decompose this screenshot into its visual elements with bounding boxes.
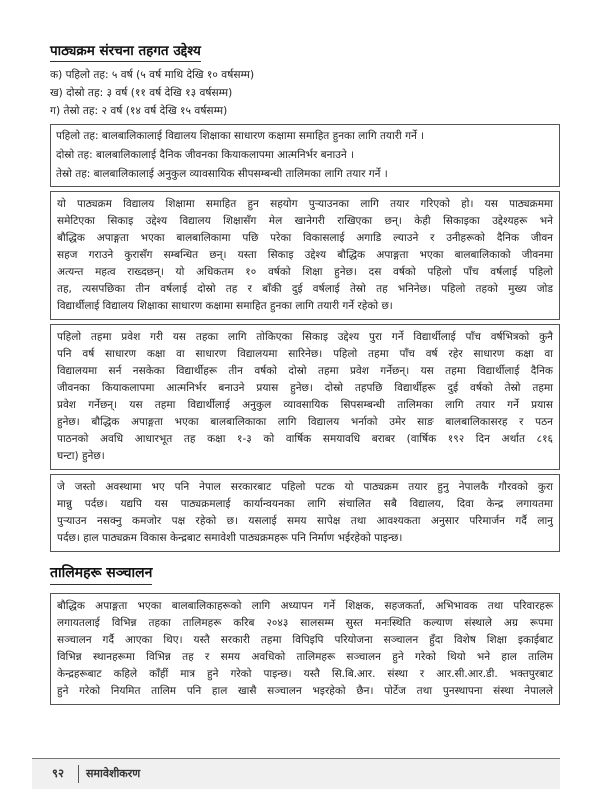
paragraph-line: हुनेछ। बौद्धिक अपाङ्गता भएका बालबालिकाका लागि विद्यालय भर्नाको उमेर साङ बालबालिकासरह र पठन — [57, 416, 553, 428]
paragraph-box-1 — [50, 191, 560, 320]
paragraph-box-4 — [50, 593, 560, 705]
paragraph-line: सहज गराउने कुरासँग सम्बन्धित छन्। यस्ता सिकाइ उद्देश्य बौद्धिक अपाङ्गता भएका बालबालिकाको जीवनमा — [57, 249, 553, 261]
paragraph-line: घन्टा) हुनेछ। — [57, 450, 105, 462]
level-item: ख) दोस्रो तह: ३ वर्ष (११ वर्ष देखि १३ वर्षसम्म) — [50, 87, 233, 99]
paragraph-line: लगायतलाई विभिन्न तहका तालिमहरू करिब २०४३ सालसम्म सुस्त मनःस्थिति कल्याण संस्थाले अग्र रूपमा — [57, 617, 553, 629]
running-title: समावेशीकरण — [86, 767, 141, 780]
page-body — [50, 40, 560, 709]
paragraph-line: पुऱ्याउन नसक्नु कमजोर पक्ष रहेको छ। यसलाई समय सापेक्ष तथा आवश्यकता अनुसार परिमार्जन गर्दै लानु — [57, 515, 553, 527]
stage-goal: दोस्रो तह: बालबालिकालाई दैनिक जीवनका कियाकलापमा आत्मनिर्भर बनाउने । — [56, 149, 355, 161]
paragraph-line: तह, त्यसपछिका तीन वर्षलाई दोस्रो तह र बाँकी दुई वर्षलाई तेस्रो तह भनिनेछ। पहिलो तहको मुख्य जोड — [57, 283, 553, 295]
paragraph-line: बौद्धिक अपाङ्गता भएका बालबालिकामा पछि परेका विकासलाई अगाडि ल्याउने र उनीहरूको दैनिक जीवन — [57, 232, 553, 244]
footer-divider — [78, 765, 79, 783]
page-footer — [32, 758, 560, 789]
paragraph-line: पनि वर्ष साधारण कक्षा वा साधारण विद्यालयमा सारिनेछ। पहिलो तहमा पाँच वर्ष रहेर साधारण कक्षा वा — [57, 348, 553, 360]
level-list — [50, 66, 560, 120]
paragraph-line: पहिलो तहमा प्रवेश गरी यस तहका लागि तोकिएका सिकाइ उद्देश्य पुरा गर्ने विद्यार्थीलाई पाँच वर्षभित्रको कुनै — [57, 331, 553, 343]
page-number: ९२ — [52, 766, 64, 780]
paragraph-line: जे जस्तो अवस्थामा भए पनि नेपाल सरकारबाट पहिलो पटक यो पाठ्यक्रम तयार हुनु नेपालकै गौरवको कुरा — [57, 481, 553, 493]
paragraph-line: मान्नु पर्दछ। यद्यपि यस पाठ्यक्रमलाई कार्यान्वयनका लागि संचालित सबै विद्यालय, दिवा केन्द्र लगायतमा — [57, 498, 553, 510]
section-heading-trainings: तालिमहरू सञ्चालन — [50, 563, 152, 585]
paragraph-line: विद्यार्थीलाई विद्यालय शिक्षाका साधारण कक्षामा समाहित हुनका लागि तयारी गर्ने रहेको छ। — [57, 300, 393, 312]
section-heading-curriculum: पाठ्यक्रम संरचना तहगत उद्देश्य — [50, 41, 201, 62]
paragraph-line: यो पाठ्यक्रम विद्यालय शिक्षामा समाहित हुन सहयोग पुऱ्याउनका लागि तयार गरिएको हो। यस पाठ्यक्रममा — [57, 198, 553, 210]
paragraph-line: केन्द्रहरूबाट कहिले काँहीं मात्र हुने गरेको पाइन्छ। यस्तै सि.बि.आर. संस्था र आर.सी.आर.डी. भक्तपुरबाट — [57, 668, 553, 680]
paragraph-box-2 — [50, 324, 560, 470]
stage-goal: पहिलो तह: बालबालिकालाई विद्यालय शिक्षाका साधारण कक्षामा समाहित हुनका लागि तयारी गर्ने । — [56, 130, 425, 142]
paragraph-line: समेटिएका सिकाइ उद्देश्य विद्यालय शिक्षासँग मेल खानेगरी राखिएका छन्। केही सिकाइका उद्देश्यहरू भने — [57, 215, 553, 227]
level-item: ग) तेस्रो तह: २ वर्ष (१४ वर्ष देखि १५ वर्षसम्म) — [50, 105, 228, 117]
stage-goal: तेस्रो तह: बालबालिकालाई अनुकुल व्यावसायिक सीपसम्बन्धी तालिमका लागि तयार गर्ने । — [56, 168, 388, 180]
paragraph-line: विभिन्न स्थानहरूमा विभिन्न तह र समय अवधिको तालिमहरू सञ्चालन हुने गरेको थियो भने हाल तालिम — [57, 651, 553, 663]
stage-goals-box — [50, 124, 560, 187]
paragraph-line: बौद्धिक अपाङ्गता भएका बालबालिकाहरूको लागि अध्यापन गर्ने शिक्षक, सहजकर्ता, अभिभावक तथा परिवारहरू — [57, 600, 553, 612]
paragraph-line: सञ्चालन गर्दै आएका थिए। यस्तै सरकारी तहमा विपिइपि परियोजना सञ्चालन हुँदा विशेष शिक्षा इकाईबाट — [57, 634, 553, 646]
paragraph-line: विद्यालयमा सर्न नसकेका विद्यार्थीहरू तीन वर्षको दोस्रो तहमा प्रवेश गर्नेछन्। यस तहमा विद्यार्थीलाई दैनिक — [57, 365, 553, 377]
paragraph-line: पर्दछ। हाल पाठ्यक्रम विकास केन्द्रबाट समावेशी पाठ्यक्रमहरू पनि निर्माण भईरहेको पाइन्छ। — [57, 532, 403, 544]
paragraph-line: जीवनका कियाकलापमा आत्मनिर्भर बनाउने प्रयास हुनेछ। दोस्रो तहपछि विद्यार्थीहरू दुई वर्षको तेस्रो तहमा — [57, 382, 553, 394]
paragraph-line: पाठनको अवधि आधारभूत तह कक्षा १-३ को वार्षिक समयावधि बराबर (वार्षिक १९२ दिन अर्थात ८१६ — [57, 433, 553, 445]
paragraph-line: प्रवेश गर्नेछन्। यस तहमा विद्यार्थीलाई अनुकुल व्यावसायिक सिपसम्बन्धी तालिमका लागि तयार गर्ने प्रयास — [57, 399, 553, 411]
paragraph-line: अत्यन्त महत्व राख्दछन्। यो अधिकतम १० वर्षको शिक्षा हुनेछ। दस वर्षको पहिलो पाँच वर्षलाई पहिलो — [57, 266, 553, 278]
paragraph-line: हुने गरेको नियमित तालिम पनि हाल खासै सञ्चालन भइरहेको छैन। पोर्टेज तथा पुनस्थापना संस्था नेपालले — [57, 685, 553, 697]
level-item: क) पहिलो तह: ५ वर्ष (५ वर्ष माथि देखि १० वर्षसम्म) — [50, 69, 255, 81]
paragraph-box-3 — [50, 474, 560, 552]
